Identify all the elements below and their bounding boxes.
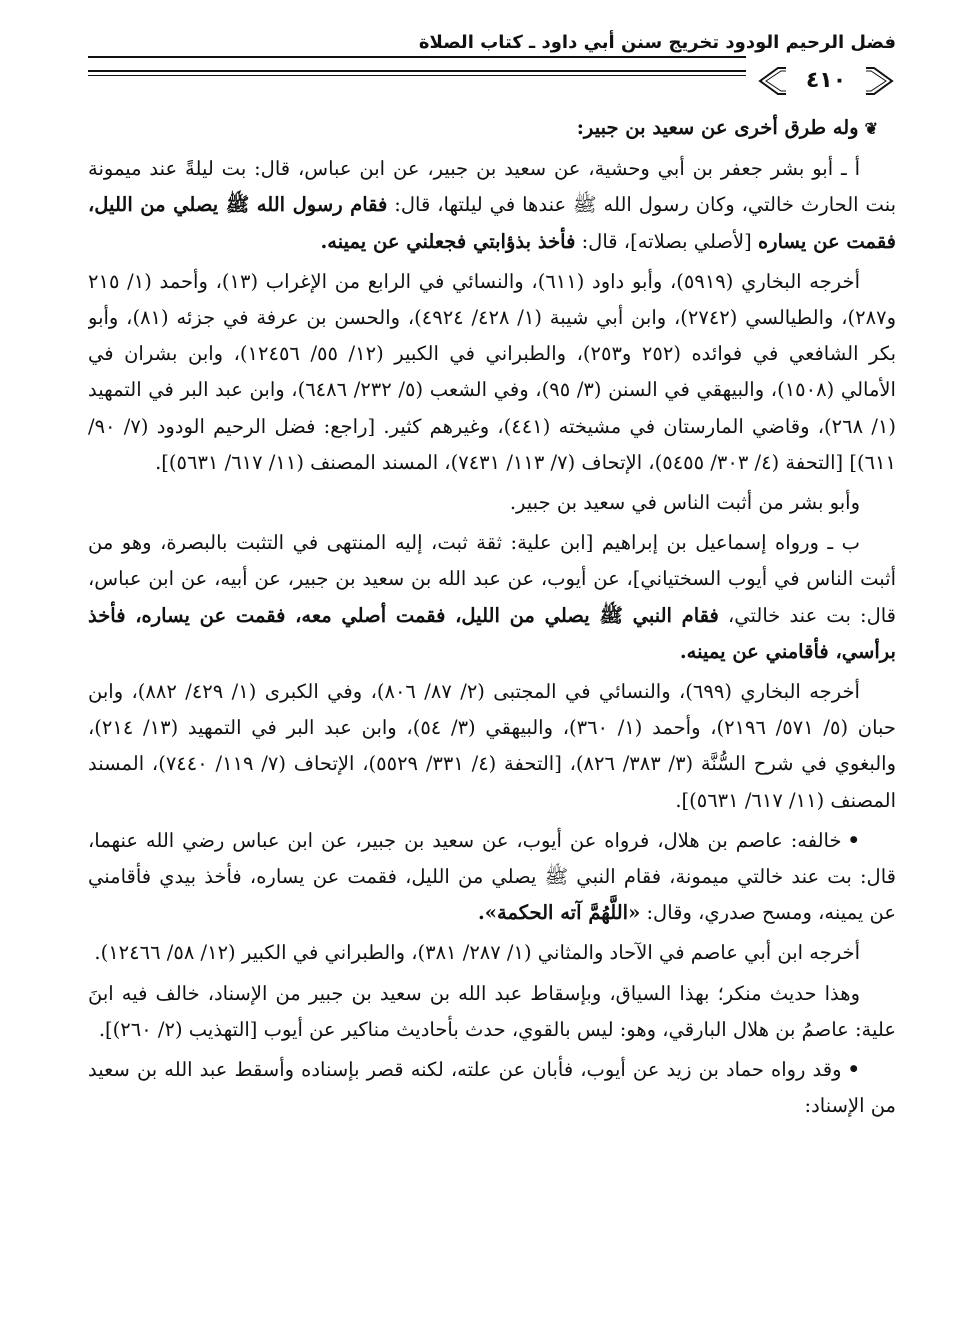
- paragraph-hammad: [88, 1052, 896, 1124]
- paragraph-takhrij-b: [88, 674, 896, 819]
- takhrij-text: أخرجه البخاري (٦٩٩)، والنسائي في المجتبى (٢/ ٨٧/ ٨٠٦)، وفي الكبرى (١/ ٤٢٩/ ٨٨٢)، وابن حبان (٥/ ٥٧١/ ٢١٩٦)، وأحمد (١/ ٣٦٠)، والبيهقي (٣/ ٥٤)، وابن عبد البر في التمهيد (١٣/ ٢١٤)، والبغوي في شرح السُّنَّة (٣/ ٣٨٣/ ٨٢٦)، [التحفة (٤/ ٣٣١/ ٥٥٢٩)، الإتحاف (٧/ ١١٩/ ٧٤٤٠)، المسند المصنف (١١/ ٦١٧/ ٥٦٣١)].: [88, 680, 896, 812]
- paragraph-narration-b: [88, 525, 896, 670]
- page-number-badge: [756, 64, 896, 98]
- header-rule-thick: [88, 70, 746, 72]
- hammad-text: وقد رواه حماد بن زيد عن أيوب، فأبان عن علته، لكنه قصر بإسناده وأسقط عبد الله بن سعيد من الإسناد:: [88, 1058, 896, 1118]
- section-heading: [88, 110, 896, 147]
- contradiction-text: خالفه: عاصم بن هلال، فرواه عن أيوب، عن سعيد بن جبير، عن ابن عباس رضي الله عنهما، قال: بت عند خالتي ميمونة، فقام النبي ﷺ يصلي من الليل، فقمت عن يساره، فأخذ بيدي فأقامني عن يمينه، ومسح صدري، وقال:: [88, 828, 896, 925]
- bullet-icon: •: [847, 828, 860, 852]
- judgement-text: وهذا حديث منكر؛ بهذا السياق، وبإسقاط عبد الله بن سعيد بن جبير من الإسناد، خالف فيه ابنَ علية: عاصمُ بن هلال البارقي، وهو: ليس بالقوي، حدث بأحاديث مناكير عن أيوب [التهذيب (٢/ ٢٦٠)].: [88, 981, 896, 1041]
- paragraph-judgement: [88, 976, 896, 1048]
- narration-bold: فأخذ بذؤابتي فجعلني عن يمينه.: [320, 229, 576, 253]
- page-number-row: [88, 56, 896, 98]
- leaf-ornament-icon: ❦: [864, 119, 878, 138]
- header-rule-thin: [88, 75, 746, 76]
- paragraph-contradiction: [88, 823, 896, 932]
- header-rule: [88, 56, 746, 58]
- note-text: وأبو بشر من أثبت الناس في سعيد بن جبير.: [509, 491, 860, 515]
- narration-bold: فقام النبي ﷺ يصلي من الليل، فقمت أصلي معه، فقمت عن يساره، فأخذ برأسي، فأقامني عن يمينه.: [88, 603, 896, 663]
- narration-text: أ ـ أبو بشر جعفر بن أبي وحشية، عن سعيد بن جبير، عن ابن عباس، قال: بت ليلةً عند ميمونة بنت الحارث خالتي، وكان رسول الله ﷺ عندها في ليلتها، قال:: [88, 157, 896, 217]
- takhrij-text: أخرجه ابن أبي عاصم في الآحاد والمثاني (١/ ٢٨٧/ ٣٨١)، والطبراني في الكبير (١٢/ ٥٨/ ١٢٤٦٦).: [94, 941, 860, 965]
- heading-text: وله طرق أخرى عن سعيد بن جبير:: [576, 116, 859, 139]
- paragraph-narration-a: [88, 151, 896, 260]
- narration-text: ب ـ ورواه إسماعيل بن إبراهيم [ابن علية: ثقة ثبت، إليه المنتهى في التثبت بالبصرة، وهو من أثبت الناس في أيوب السختياني]، عن أيوب، عن عبد الله بن سعيد بن جبير، عن أبيه، عن ابن عباس، قال: بت عند خالتي،: [88, 531, 896, 627]
- paragraph-note: [88, 485, 896, 521]
- narration-text: [لأصلي بصلاته]، قال:: [575, 229, 758, 253]
- takhrij-text: أخرجه البخاري (٥٩١٩)، وأبو داود (٦١١)، والنسائي في الرابع من الإغراب (١٣)، وأحمد (١/ ٢١٥ و٢٨٧)، والطيالسي (٢٧٤٢)، وابن أبي شيبة (١/ ٤٢٨/ ٤٩٢٤)، والحسن بن عرفة في جزئه (٨١)، وأبو بكر الشافعي في فوائده (٢٥٢ و٢٥٣)، والطبراني في الكبير (١٢/ ٥٥/ ١٢٤٥٦)، وابن بشران في الأمالي (١٥٠٨)، والبيهقي في السنن (٣/ ٩٥)، وفي الشعب (٥/ ٢٣٢/ ٦٤٨٦)، وابن عبد البر في التمهيد (١/ ٢٦٨)، وقاضي المارستان في مشيخته (٤٤١)، وغيرهم كثير. [راجع: فضل الرحيم الودود (٧/ ٩٠/ ٦١١)] [التحفة (٤/ ٣٠٣/ ٥٤٥٥)، الإتحاف (٧/ ١١٣/ ٧٤٣١)، المسند المصنف (١١/ ٦١٧/ ٥٦٣١)].: [88, 269, 896, 474]
- running-title: فضل الرحيم الودود تخريج سنن أبي داود ـ كتاب الصلاة: [418, 32, 896, 53]
- page-number: ٤١٠: [786, 67, 866, 95]
- page-header: [88, 30, 896, 120]
- page-body: [88, 110, 896, 1335]
- paragraph-takhrij-c: [88, 935, 896, 971]
- bullet-icon: •: [847, 1058, 860, 1082]
- paragraph-takhrij-a: [88, 264, 896, 481]
- narration-bold: فقام رسول الله ﷺ يصلي من الليل، فقمت عن يساره: [88, 193, 896, 253]
- contradiction-bold: «اللَّهُمَّ آته الحكمة».: [478, 901, 641, 925]
